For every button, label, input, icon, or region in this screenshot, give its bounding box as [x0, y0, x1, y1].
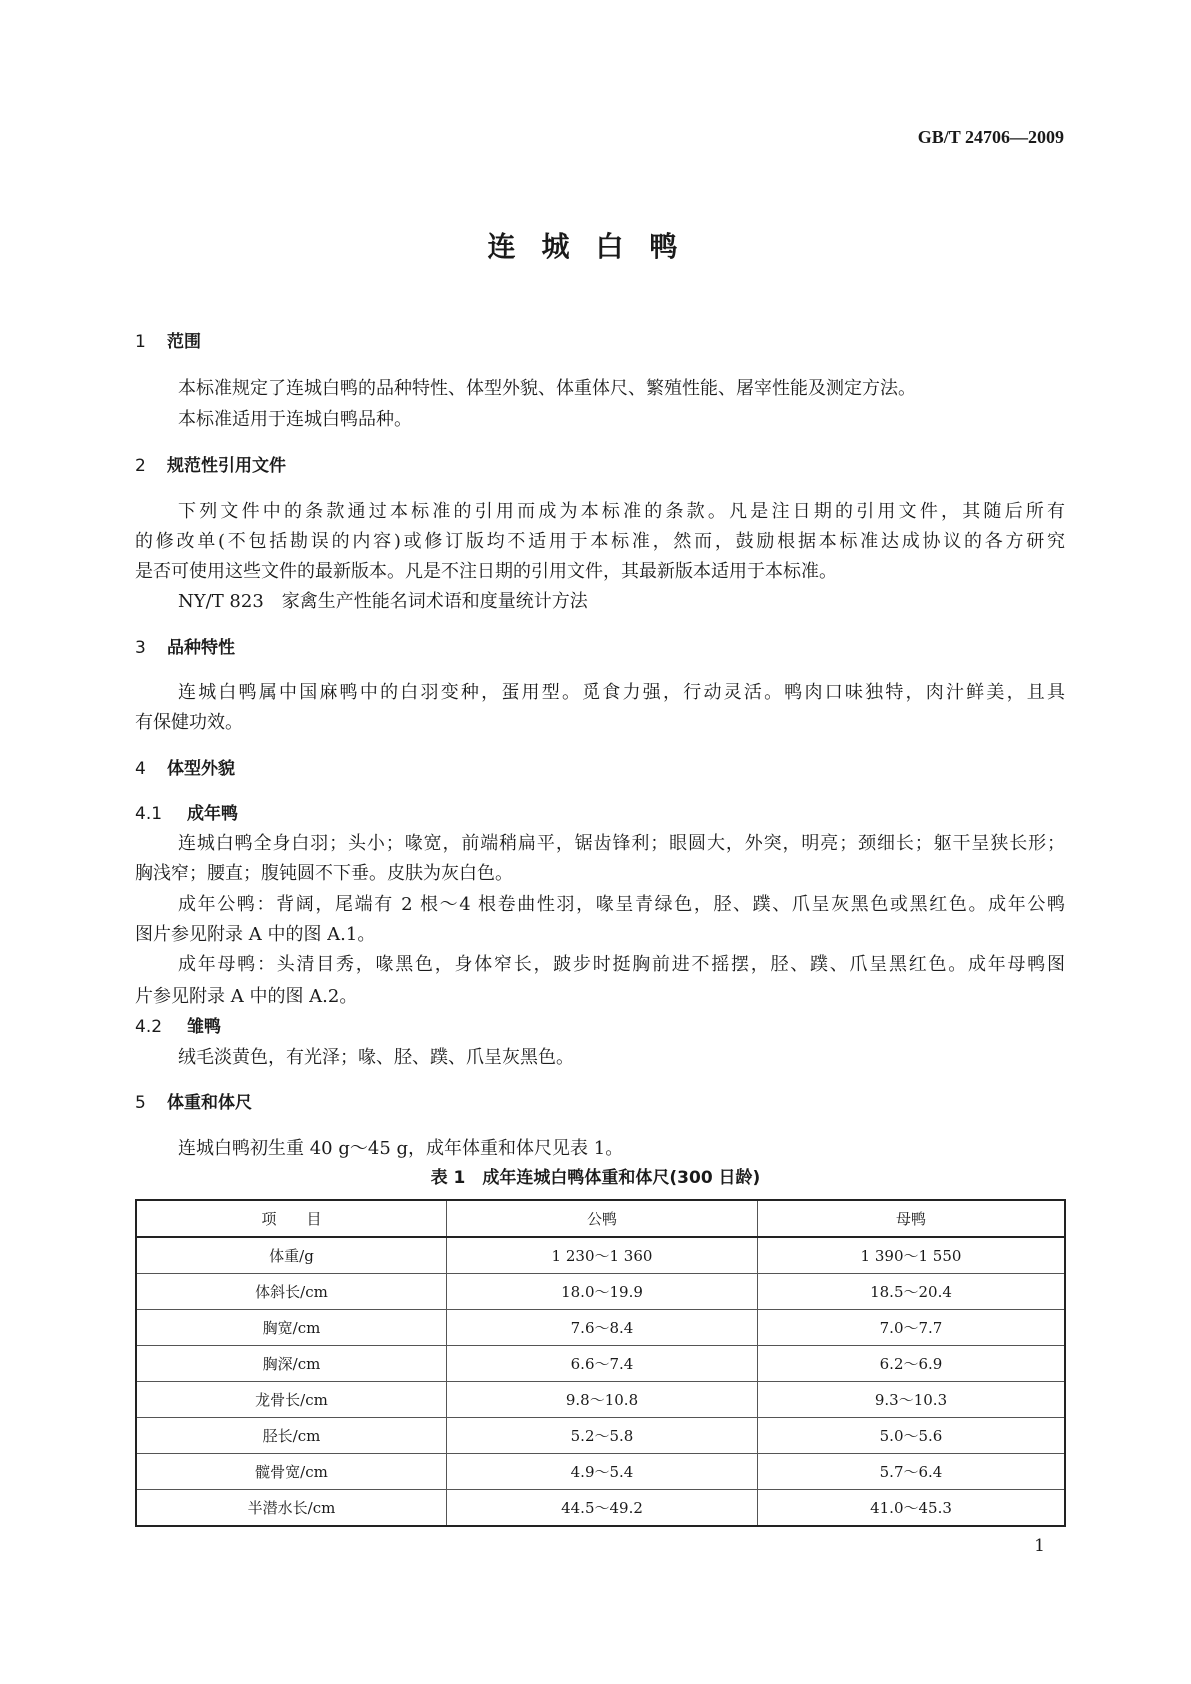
item-cell: 体斜长/cm [136, 1274, 447, 1310]
table-row [136, 1454, 1065, 1490]
paragraph-line: 是否可使用这些文件的最新版本。凡是不注日期的引用文件，其最新版本适用于本标准。 [135, 561, 837, 582]
section-number: 3 [135, 638, 146, 658]
paragraph-line: 绒毛淡黄色，有光泽；喙、胫、蹼、爪呈灰黑色。 [178, 1047, 574, 1068]
section-number: 4 [135, 759, 146, 779]
item-cell: 胫长/cm [136, 1418, 447, 1454]
table-row [136, 1237, 1065, 1274]
subsection-heading-4-2 [135, 1015, 221, 1039]
paragraph-line: 胸浅窄；腰直；腹钝圆不下垂。皮肤为灰白色。 [135, 863, 513, 884]
female-value-cell: 1 390～1 550 [758, 1237, 1066, 1274]
paragraph-line: 连城白鸭属中国麻鸭中的白羽变种，蛋用型。觅食力强，行动灵活。鸭肉口味独特，肉汁鲜美，且具 [178, 682, 1065, 703]
item-cell: 半潜水长/cm [136, 1490, 447, 1527]
standard-number: GB/T 24706—2009 [917, 127, 1064, 147]
section-title: 品种特性 [167, 638, 235, 658]
female-value-cell: 18.5～20.4 [758, 1274, 1066, 1310]
section-title: 体型外貌 [167, 759, 235, 779]
paragraph-line: 的修改单(不包括勘误的内容)或修订版均不适用于本标准，然而，鼓励根据本标准达成协议的各方研究 [135, 531, 1065, 552]
paragraph-line: 成年母鸭：头清目秀，喙黑色，身体窄长，跛步时挺胸前进不摇摆，胫、蹼、爪呈黑红色。成年母鸭图 [178, 954, 1065, 975]
table-row [136, 1274, 1065, 1310]
table-header-row [136, 1200, 1065, 1237]
section-title: 雏鸭 [187, 1017, 221, 1037]
male-value-cell: 4.9～5.4 [447, 1454, 758, 1490]
female-value-cell: 9.3～10.3 [758, 1382, 1066, 1418]
table-row [136, 1490, 1065, 1527]
male-value-cell: 9.8～10.8 [447, 1382, 758, 1418]
section-title: 成年鸭 [187, 804, 238, 824]
section-title: 范围 [167, 332, 201, 352]
table-row [136, 1382, 1065, 1418]
section-number: 4.2 [135, 1017, 163, 1037]
table-row [136, 1346, 1065, 1382]
female-value-cell: 7.0～7.7 [758, 1310, 1066, 1346]
item-cell: 胸宽/cm [136, 1310, 447, 1346]
item-cell: 髋骨宽/cm [136, 1454, 447, 1490]
paragraph-line: 本标准规定了连城白鸭的品种特性、体型外貌、体重体尺、繁殖性能、屠宰性能及测定方法。 [178, 378, 916, 399]
paragraph-line: 成年公鸭：背阔，尾端有 2 根～4 根卷曲性羽，喙呈青绿色，胫、蹼、爪呈灰黑色或黑红色。成年公鸭 [178, 894, 1065, 915]
male-value-cell: 5.2～5.8 [447, 1418, 758, 1454]
column-header: 项 目 [136, 1200, 447, 1237]
paragraph-line: 连城白鸭初生重 40 g～45 g，成年体重和体尺见表 1。 [178, 1138, 624, 1159]
item-cell: 龙骨长/cm [136, 1382, 447, 1418]
section-title: 体重和体尺 [167, 1093, 252, 1113]
section-title: 规范性引用文件 [167, 456, 286, 476]
section-number: 1 [135, 332, 146, 352]
table-row [136, 1418, 1065, 1454]
paragraph-line: 图片参见附录 A 中的图 A.1。 [135, 924, 376, 945]
body-measurements-table [135, 1199, 1066, 1527]
paragraph-line: 本标准适用于连城白鸭品种。 [178, 409, 412, 430]
section-heading-3 [135, 636, 235, 660]
female-value-cell: 5.0～5.6 [758, 1418, 1066, 1454]
document-title: 连城白鸭 [487, 230, 704, 263]
section-number: 2 [135, 456, 146, 476]
paragraph-line: 片参见附录 A 中的图 A.2。 [135, 986, 358, 1007]
table-caption: 表 1 成年连城白鸭体重和体尺(300 日龄) [430, 1168, 761, 1188]
normative-reference: NY/T 823 家禽生产性能名词术语和度量统计方法 [178, 591, 588, 612]
table-row [136, 1310, 1065, 1346]
item-cell: 胸深/cm [136, 1346, 447, 1382]
section-heading-2 [135, 454, 286, 478]
paragraph-line: 下列文件中的条款通过本标准的引用而成为本标准的条款。凡是注日期的引用文件，其随后所有 [178, 501, 1065, 522]
subsection-heading-4-1 [135, 802, 238, 826]
page-number: 1 [1034, 1536, 1045, 1556]
paragraph-line: 有保健功效。 [135, 712, 243, 733]
male-value-cell: 18.0～19.9 [447, 1274, 758, 1310]
male-value-cell: 1 230～1 360 [447, 1237, 758, 1274]
section-heading-5 [135, 1091, 252, 1115]
section-number: 4.1 [135, 804, 163, 824]
section-heading-4 [135, 757, 235, 781]
item-cell: 体重/g [136, 1237, 447, 1274]
male-value-cell: 44.5～49.2 [447, 1490, 758, 1527]
female-value-cell: 5.7～6.4 [758, 1454, 1066, 1490]
section-number: 5 [135, 1093, 146, 1113]
column-header: 母鸭 [758, 1200, 1066, 1237]
section-heading-1 [135, 330, 201, 354]
male-value-cell: 6.6～7.4 [447, 1346, 758, 1382]
female-value-cell: 6.2～6.9 [758, 1346, 1066, 1382]
paragraph-line: 连城白鸭全身白羽；头小；喙宽，前端稍扁平，锯齿锋利；眼圆大，外突，明亮；颈细长；躯干呈狭长形； [178, 833, 1065, 854]
male-value-cell: 7.6～8.4 [447, 1310, 758, 1346]
column-header: 公鸭 [447, 1200, 758, 1237]
female-value-cell: 41.0～45.3 [758, 1490, 1066, 1527]
